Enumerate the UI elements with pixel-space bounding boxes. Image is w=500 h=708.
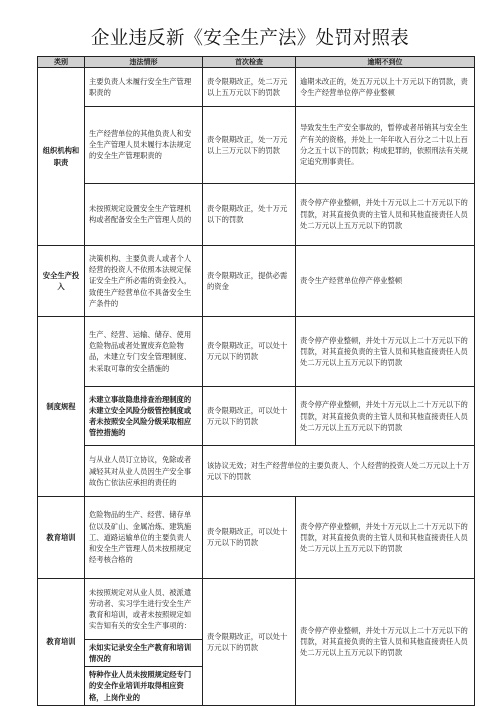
overdue-cell: 逾期未改正的，处五万元以上十万元以下的罚款，责令生产经营单位停产停业整顿 <box>296 68 475 107</box>
violation-cell: 未按照规定对从业人员、被派遣劳动者、实习学生进行安全生产教育和培训，或者未按照规定如实告知有关的安全生产事项的： <box>85 578 203 639</box>
violation-cell: 未按照规定设置安全生产管理机构或者配备安全生产管理人员的 <box>85 183 203 246</box>
table-row <box>38 246 475 317</box>
violation-cell: 与从业人员订立协议，免除或者减轻其对从业人员因生产安全事故伤亡依法应承担的责任的 <box>85 446 203 497</box>
violation-cell: 生产、经营、运输、储存、使用危险物品或者处置废弃危险物品，未建立专门安全管理制度、未采取可靠的安全措施的 <box>85 317 203 387</box>
violation-cell: 特种作业人员未按照规定经专门的安全作业培训并取得相应资格，上岗作业的 <box>85 667 203 706</box>
category-rules: 制度规程 <box>38 317 85 497</box>
overdue-cell: 导致发生生产安全事故的，暂停或者吊销其与安全生产有关的资格，并处上一年年收入百分之二十以上百分之五十以下的罚款；构成犯罪的，依照刑法有关规定追究刑事责任。 <box>296 107 475 183</box>
page-title: 企业违反新《安全生产法》处罚对照表 <box>91 28 409 49</box>
table-row <box>38 446 475 497</box>
header-violation: 违法情形 <box>85 57 203 68</box>
first-inspection-cell: 责令限期改正，处十万元以下的罚款 <box>203 183 296 246</box>
first-inspection-cell: 责令限期改正，处二万元以上五万元以下的罚款 <box>203 68 296 107</box>
violation-cell: 决策机构、主要负责人或者个人经营的投资人不依照本法规定保证安全生产所必需的资金投入，致使生产经营单位不具备安全生产条件的 <box>85 246 203 317</box>
first-inspection-cell: 责令限期改正，可以处十万元以下的罚款 <box>203 317 296 387</box>
violation-cell: 生产经营单位的其他负责人和安全生产管理人员未履行本法规定的安全生产管理职责的 <box>85 107 203 183</box>
penalty-table <box>37 56 475 706</box>
first-inspection-cell: 责令限期改正，可以处十万元以下的罚款 <box>203 497 296 579</box>
violation-cell: 危险物品的生产、经营、储存单位以及矿山、金属冶炼、建筑施工、道路运输单位的主要负责人和安全生产管理人员未按照规定经考核合格的 <box>85 497 203 579</box>
overdue-cell: 责令停产停业整顿，并处十万元以上二十万元以下的罚款，对其直接负责的主管人员和其他直接责任人员处二万元以上五万元以下的罚款 <box>296 317 475 387</box>
table-row <box>38 107 475 183</box>
table-row <box>38 386 475 445</box>
overdue-cell: 责令停产停业整顿，并处十万元以上二十万元以下的罚款，对其直接负责的主管人员和其他直接责任人员处二万元以上五万元以下的罚款 <box>296 497 475 579</box>
first-inspection-cell: 责令限期改正，处一万元以上三万元以下的罚款 <box>203 107 296 183</box>
violation-cell: 未如实记录安全生产教育和培训情况的 <box>85 640 203 667</box>
first-inspection-cell: 责令限期改正，可以处十万元以下的罚款 <box>203 386 296 445</box>
overdue-cell: 责令停产停业整顿，并处十万元以上二十万元以下的罚款，对其直接负责的主管人员和其他直接责任人员处二万元以上五万元以下的罚款 <box>296 578 475 705</box>
merged-penalty-cell: 该协议无效；对生产经营单位的主要负责人、个人经营的投资人处二万元以上十万元以下的罚款 <box>203 446 475 497</box>
header-first-inspection: 首次检查 <box>203 57 296 68</box>
table-row <box>38 497 475 579</box>
first-inspection-cell: 责令限期改正，可以处十万元以下的罚款 <box>203 578 296 705</box>
table-row <box>38 68 475 107</box>
table-row <box>38 578 475 639</box>
violation-cell: 未建立事故隐患排查治理制度的未建立安全风险分级管控制度或者未按照安全风险分级采取相应管控措施的 <box>85 386 203 445</box>
overdue-cell: 责令停产停业整顿，并处十万元以上二十万元以下的罚款，对其直接负责的主管人员和其他直接责任人员处二万元以上五万元以下的罚款 <box>296 183 475 246</box>
header-category: 类别 <box>38 57 85 68</box>
table-row <box>38 317 475 387</box>
overdue-cell: 责令停产停业整顿，并处十万元以上二十万元以下的罚款，对其直接负责的主管人员和其他直接责任人员处二万元以上五万元以下的罚款 <box>296 386 475 445</box>
overdue-cell: 责令生产经营单位停产停业整顿 <box>296 246 475 317</box>
table-row <box>38 183 475 246</box>
category-invest: 安全生产投入 <box>38 246 85 317</box>
category-training: 教育培训 <box>38 497 85 579</box>
header-overdue: 逾期不到位 <box>296 57 475 68</box>
violation-cell: 主要负责人未履行安全生产管理职责的 <box>85 68 203 107</box>
category-org: 组织机构和职责 <box>38 68 85 246</box>
first-inspection-cell: 责令限期改正，提供必需的资金 <box>203 246 296 317</box>
category-training-2: 教育培训 <box>38 578 85 705</box>
table-header-row <box>38 57 475 68</box>
